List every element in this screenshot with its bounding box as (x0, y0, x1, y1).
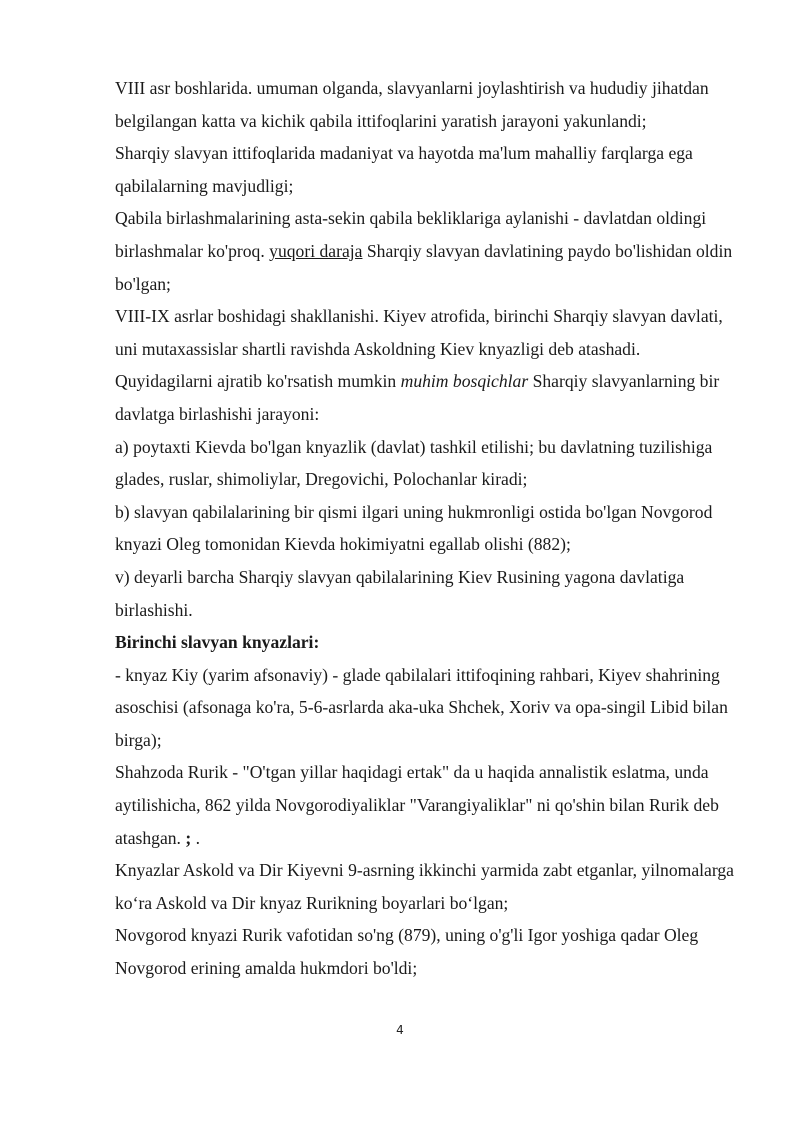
paragraph-text: Quyidagilarni ajratib ko'rsatish mumkin (115, 371, 397, 392)
paragraph-prince-rurik (115, 756, 745, 854)
bold-mark: ; (185, 827, 192, 848)
paragraph-text: Qabila birlashmalarining asta-sekin qabila bekliklariga aylanishi - davlatdan oldingi birlashmalar ko'proq. (115, 208, 707, 261)
underlined-phrase: yuqori daraja (269, 240, 363, 261)
paragraph-oleg: Novgorod knyazi Rurik vafotidan so'ng (879), uning o'g'li Igor yoshiga qadar Oleg Novgorod erining amalda hukmdori bo'ldi; (115, 925, 699, 979)
body-text (115, 72, 745, 985)
paragraph-knyaz-kiy: - knyaz Kiy (yarim afsonaviy) - glade qabilalari ittifoqining rahbari, Kiyev shahrining asoschisi (afsonaga ko'ra, 5-6-asrlarda aka-uka Shchek, Xoriv va opa-singil Libid bilan birga); (115, 664, 728, 750)
paragraph-text: Sharqiy slavyan davlatining paydo bo'lishidan oldin bo'lgan; (115, 240, 733, 294)
page-number: 4 (396, 1023, 404, 1037)
paragraph-askold-dir: Knyazlar Askold va Dir Kiyevni 9-asrning ikkinchi yarmida zabt etganlar, yilnomalarga ko‘ra Askold va Dir knyaz Rurikning boyarlari bo‘lgan; (115, 860, 734, 913)
paragraph-text: . (195, 827, 201, 848)
paragraph-text: Sharqiy slavyanlarning bir davlatga birlashishi jarayoni: (115, 371, 720, 424)
paragraph-local-differences: Sharqiy slavyan ittifoqlarida madaniyat va hayotda ma'lum mahalliy farqlarga ega qabilalarning mavjudligi; (115, 143, 693, 196)
paragraph-text: Shahzoda Rurik - "O'tgan yillar haqidagi ertak" da u haqida annalistik eslatma, unda aytilishicha, 862 yilda Novgorodiyaliklar "Varangiyaliklar" ni qo'shin bilan Rurik deb atashgan. (115, 762, 719, 848)
list-item-a: a) poytaxti Kievda bo'lgan knyazlik (davlat) tashkil etilishi; bu davlatning tuzilishiga glades, ruslar, shimoliylar, Dregovichi, Polochanlar kiradi; (115, 436, 713, 490)
paragraph-tribal-principalities (115, 202, 745, 300)
paragraph-askold-principality: VIII-IX asrlar boshidagi shakllanishi. Kiyev atrofida, birinchi Sharqiy slavyan davlati, uni mutaxassislar shartli ravishda Askoldning Kiev knyazligi deb atashadi. (115, 306, 723, 359)
paragraph-stages-intro (115, 365, 745, 430)
italic-phrase: muhim bosqichlar (400, 371, 529, 392)
paragraph-slavic-settlement: VIII asr boshlarida. umuman olganda, slavyanlarni joylashtirish va hududiy jihatdan belgilangan katta va kichik qabila ittifoqlarini yaratish jarayoni yakunlandi; (115, 78, 709, 131)
list-item-v: v) deyarli barcha Sharqiy slavyan qabilalarining Kiev Rusining yagona davlatiga birlashishi. (115, 566, 685, 620)
list-item-b: b) slavyan qabilalarining bir qismi ilgari uning hukmronligi ostida bo'lgan Novgorod knyazi Oleg tomonidan Kievda hokimiyatni egallab olishi (882); (115, 501, 713, 555)
section-heading: Birinchi slavyan knyazlari: (115, 632, 320, 653)
